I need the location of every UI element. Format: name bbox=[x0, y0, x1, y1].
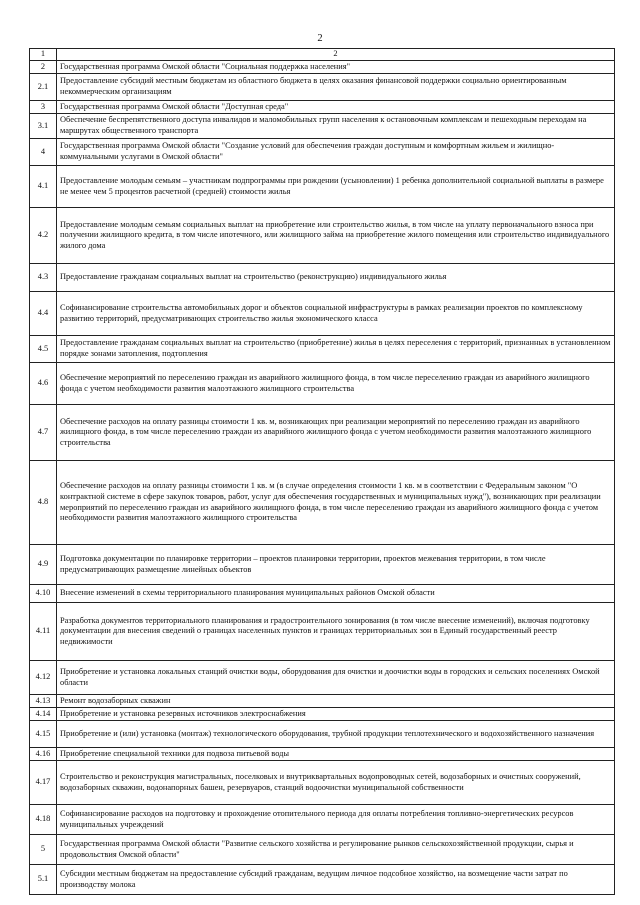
table-row bbox=[30, 708, 615, 721]
row-text: Обеспечение расходов на оплату разницы стоимости 1 кв. м (в случае определения стоимости 1 кв. м в соответствии с Федеральным законом "О контрактной системе в сфере закупок товаров, работ, услуг для обеспечения государственных и муниципальных нужд"), возникающих при реализации мероприятий по переселению граждан из аварийного жилищного фонда, в том числе переселению граждан из аварийного жилищного фонда с учетом необходимости развития малоэтажного жилищного строительства bbox=[57, 461, 615, 545]
page-number: 2 bbox=[317, 33, 323, 44]
table-row bbox=[30, 865, 615, 895]
table-row bbox=[30, 166, 615, 208]
table-row bbox=[30, 292, 615, 336]
table-row bbox=[30, 61, 615, 74]
row-number: 4.4 bbox=[30, 292, 57, 336]
row-number: 4.3 bbox=[30, 264, 57, 292]
table-row bbox=[30, 405, 615, 461]
row-text: Софинансирование строительства автомобильных дорог и объектов социальной инфраструктуры в рамках реализации проектов по комплексному развитию территорий, предусматривающих строительство жилья экономического класса bbox=[57, 292, 615, 336]
row-text: Государственная программа Омской области "Доступная среда" bbox=[57, 101, 615, 114]
row-number: 4.11 bbox=[30, 603, 57, 661]
row-text: Приобретение и установка резервных источников электроснабжения bbox=[57, 708, 615, 721]
row-number: 4.6 bbox=[30, 363, 57, 405]
table-row bbox=[30, 603, 615, 661]
table-row bbox=[30, 363, 615, 405]
row-number: 4.15 bbox=[30, 721, 57, 748]
row-text: Софинансирование расходов на подготовку и прохождение отопительного периода для оплаты потребления топливно-энергетических ресурсов муниципальных учреждений bbox=[57, 805, 615, 835]
row-number: 4.10 bbox=[30, 585, 57, 603]
table-row bbox=[30, 264, 615, 292]
row-number: 4.14 bbox=[30, 708, 57, 721]
row-text: Приобретение и (или) установка (монтаж) технологического оборудования, трубной продукции теплотехнического и водохозяйственного назначения bbox=[57, 721, 615, 748]
table-row bbox=[30, 721, 615, 748]
table-row bbox=[30, 585, 615, 603]
row-number: 4 bbox=[30, 139, 57, 166]
table-row bbox=[30, 101, 615, 114]
row-number: 4.12 bbox=[30, 661, 57, 695]
table-row bbox=[30, 835, 615, 865]
items-table bbox=[29, 48, 615, 895]
row-number: 4.18 bbox=[30, 805, 57, 835]
table-row bbox=[30, 695, 615, 708]
row-text: Государственная программа Омской области "Развитие сельского хозяйства и регулирование рынков сельскохозяйственной продукции, сырья и продовольствия Омской области" bbox=[57, 835, 615, 865]
row-number: 2 bbox=[30, 61, 57, 74]
row-text: Разработка документов территориального планирования и градостроительного зонирования (в том числе внесение изменений), включая подготовку документации для внесения сведений о границах населенных пунктов и границах территориальных зон в Единый государственный реестр недвижимости bbox=[57, 603, 615, 661]
row-text: Обеспечение беспрепятственного доступа инвалидов и маломобильных групп населения к остановочным комплексам и пешеходным переходам на маршрутах общественного транспорта bbox=[57, 114, 615, 139]
row-number: 2.1 bbox=[30, 74, 57, 101]
row-number: 4.16 bbox=[30, 748, 57, 761]
row-text: Подготовка документации по планировке территории – проектов планировки территории, проектов межевания территории, в том числе предусматривающих размещение линейных объектов bbox=[57, 545, 615, 585]
row-text: Предоставление гражданам социальных выплат на строительство (приобретение) жилья в целях переселения с территорий, признанных в установленном порядке зонами затопления, подтопления bbox=[57, 336, 615, 363]
table-row bbox=[30, 805, 615, 835]
row-text: Приобретение и установка локальных станций очистки воды, оборудования для очистки и доочистки воды в городских и сельских поселениях Омской области bbox=[57, 661, 615, 695]
row-text: Строительство и реконструкция магистральных, поселковых и внутриквартальных водопроводных сетей, водозаборных и очистных сооружений, водозаборных скважин, водонапорных башен, резервуаров, станций водоочистки муниципальной собственности bbox=[57, 761, 615, 805]
row-text: Государственная программа Омской области "Создание условий для обеспечения граждан доступным и комфортным жильем и жилищно-коммунальными услугами в Омской области" bbox=[57, 139, 615, 166]
row-text: Обеспечение расходов на оплату разницы стоимости 1 кв. м, возникающих при реализации мероприятий по переселению граждан из аварийного жилищного фонда, в том числе переселению граждан из аварийного жилищного фонда с учетом необходимости развития малоэтажного жилищного строительства bbox=[57, 405, 615, 461]
table-row bbox=[30, 461, 615, 545]
row-text: Обеспечение мероприятий по переселению граждан из аварийного жилищного фонда, в том числе переселению граждан из аварийного жилищного фонда с учетом необходимости развития малоэтажного жилищного строительства bbox=[57, 363, 615, 405]
row-number: 4.9 bbox=[30, 545, 57, 585]
row-number: 4.1 bbox=[30, 166, 57, 208]
table-row bbox=[30, 114, 615, 139]
row-number: 3 bbox=[30, 101, 57, 114]
row-number: 3.1 bbox=[30, 114, 57, 139]
row-number: 4.2 bbox=[30, 208, 57, 264]
table-row bbox=[30, 74, 615, 101]
row-text: Субсидии местным бюджетам на предоставление субсидий гражданам, ведущим личное подсобное хозяйство, на возмещение части затрат по производству молока bbox=[57, 865, 615, 895]
table-header-row bbox=[30, 49, 615, 61]
row-text: Приобретение специальной техники для подвоза питьевой воды bbox=[57, 748, 615, 761]
table-row bbox=[30, 661, 615, 695]
row-number: 4.5 bbox=[30, 336, 57, 363]
row-text: Предоставление субсидий местным бюджетам из областного бюджета в целях оказания финансовой поддержки социально ориентированным некоммерческим организациям bbox=[57, 74, 615, 101]
table-row bbox=[30, 139, 615, 166]
header-text-cell: 2 bbox=[57, 49, 615, 61]
row-text: Ремонт водозаборных скважин bbox=[57, 695, 615, 708]
row-text: Внесение изменений в схемы территориального планирования муниципальных районов Омской области bbox=[57, 585, 615, 603]
row-text: Предоставление гражданам социальных выплат на строительство (реконструкцию) индивидуального жилья bbox=[57, 264, 615, 292]
row-number: 4.7 bbox=[30, 405, 57, 461]
row-number: 5.1 bbox=[30, 865, 57, 895]
row-number: 4.17 bbox=[30, 761, 57, 805]
row-number: 4.13 bbox=[30, 695, 57, 708]
row-text: Государственная программа Омской области "Социальная поддержка населения" bbox=[57, 61, 615, 74]
header-num-cell: 1 bbox=[30, 49, 57, 61]
table-row bbox=[30, 761, 615, 805]
table-row bbox=[30, 208, 615, 264]
table-row bbox=[30, 545, 615, 585]
row-number: 5 bbox=[30, 835, 57, 865]
row-text: Предоставление молодым семьям социальных выплат на приобретение или строительство жилья, в том числе на уплату первоначального взноса при получении жилищного кредита, в том числе ипотечного, или жилищного займа на приобретение жилого помещения или строительство индивидуального жилого дома bbox=[57, 208, 615, 264]
row-number: 4.8 bbox=[30, 461, 57, 545]
table-row bbox=[30, 336, 615, 363]
table-row bbox=[30, 748, 615, 761]
row-text: Предоставление молодым семьям – участникам подпрограммы при рождении (усыновлении) 1 ребенка дополнительной социальной выплаты в размере не менее чем 5 процентов расчетной (средней) стоимости жилья bbox=[57, 166, 615, 208]
